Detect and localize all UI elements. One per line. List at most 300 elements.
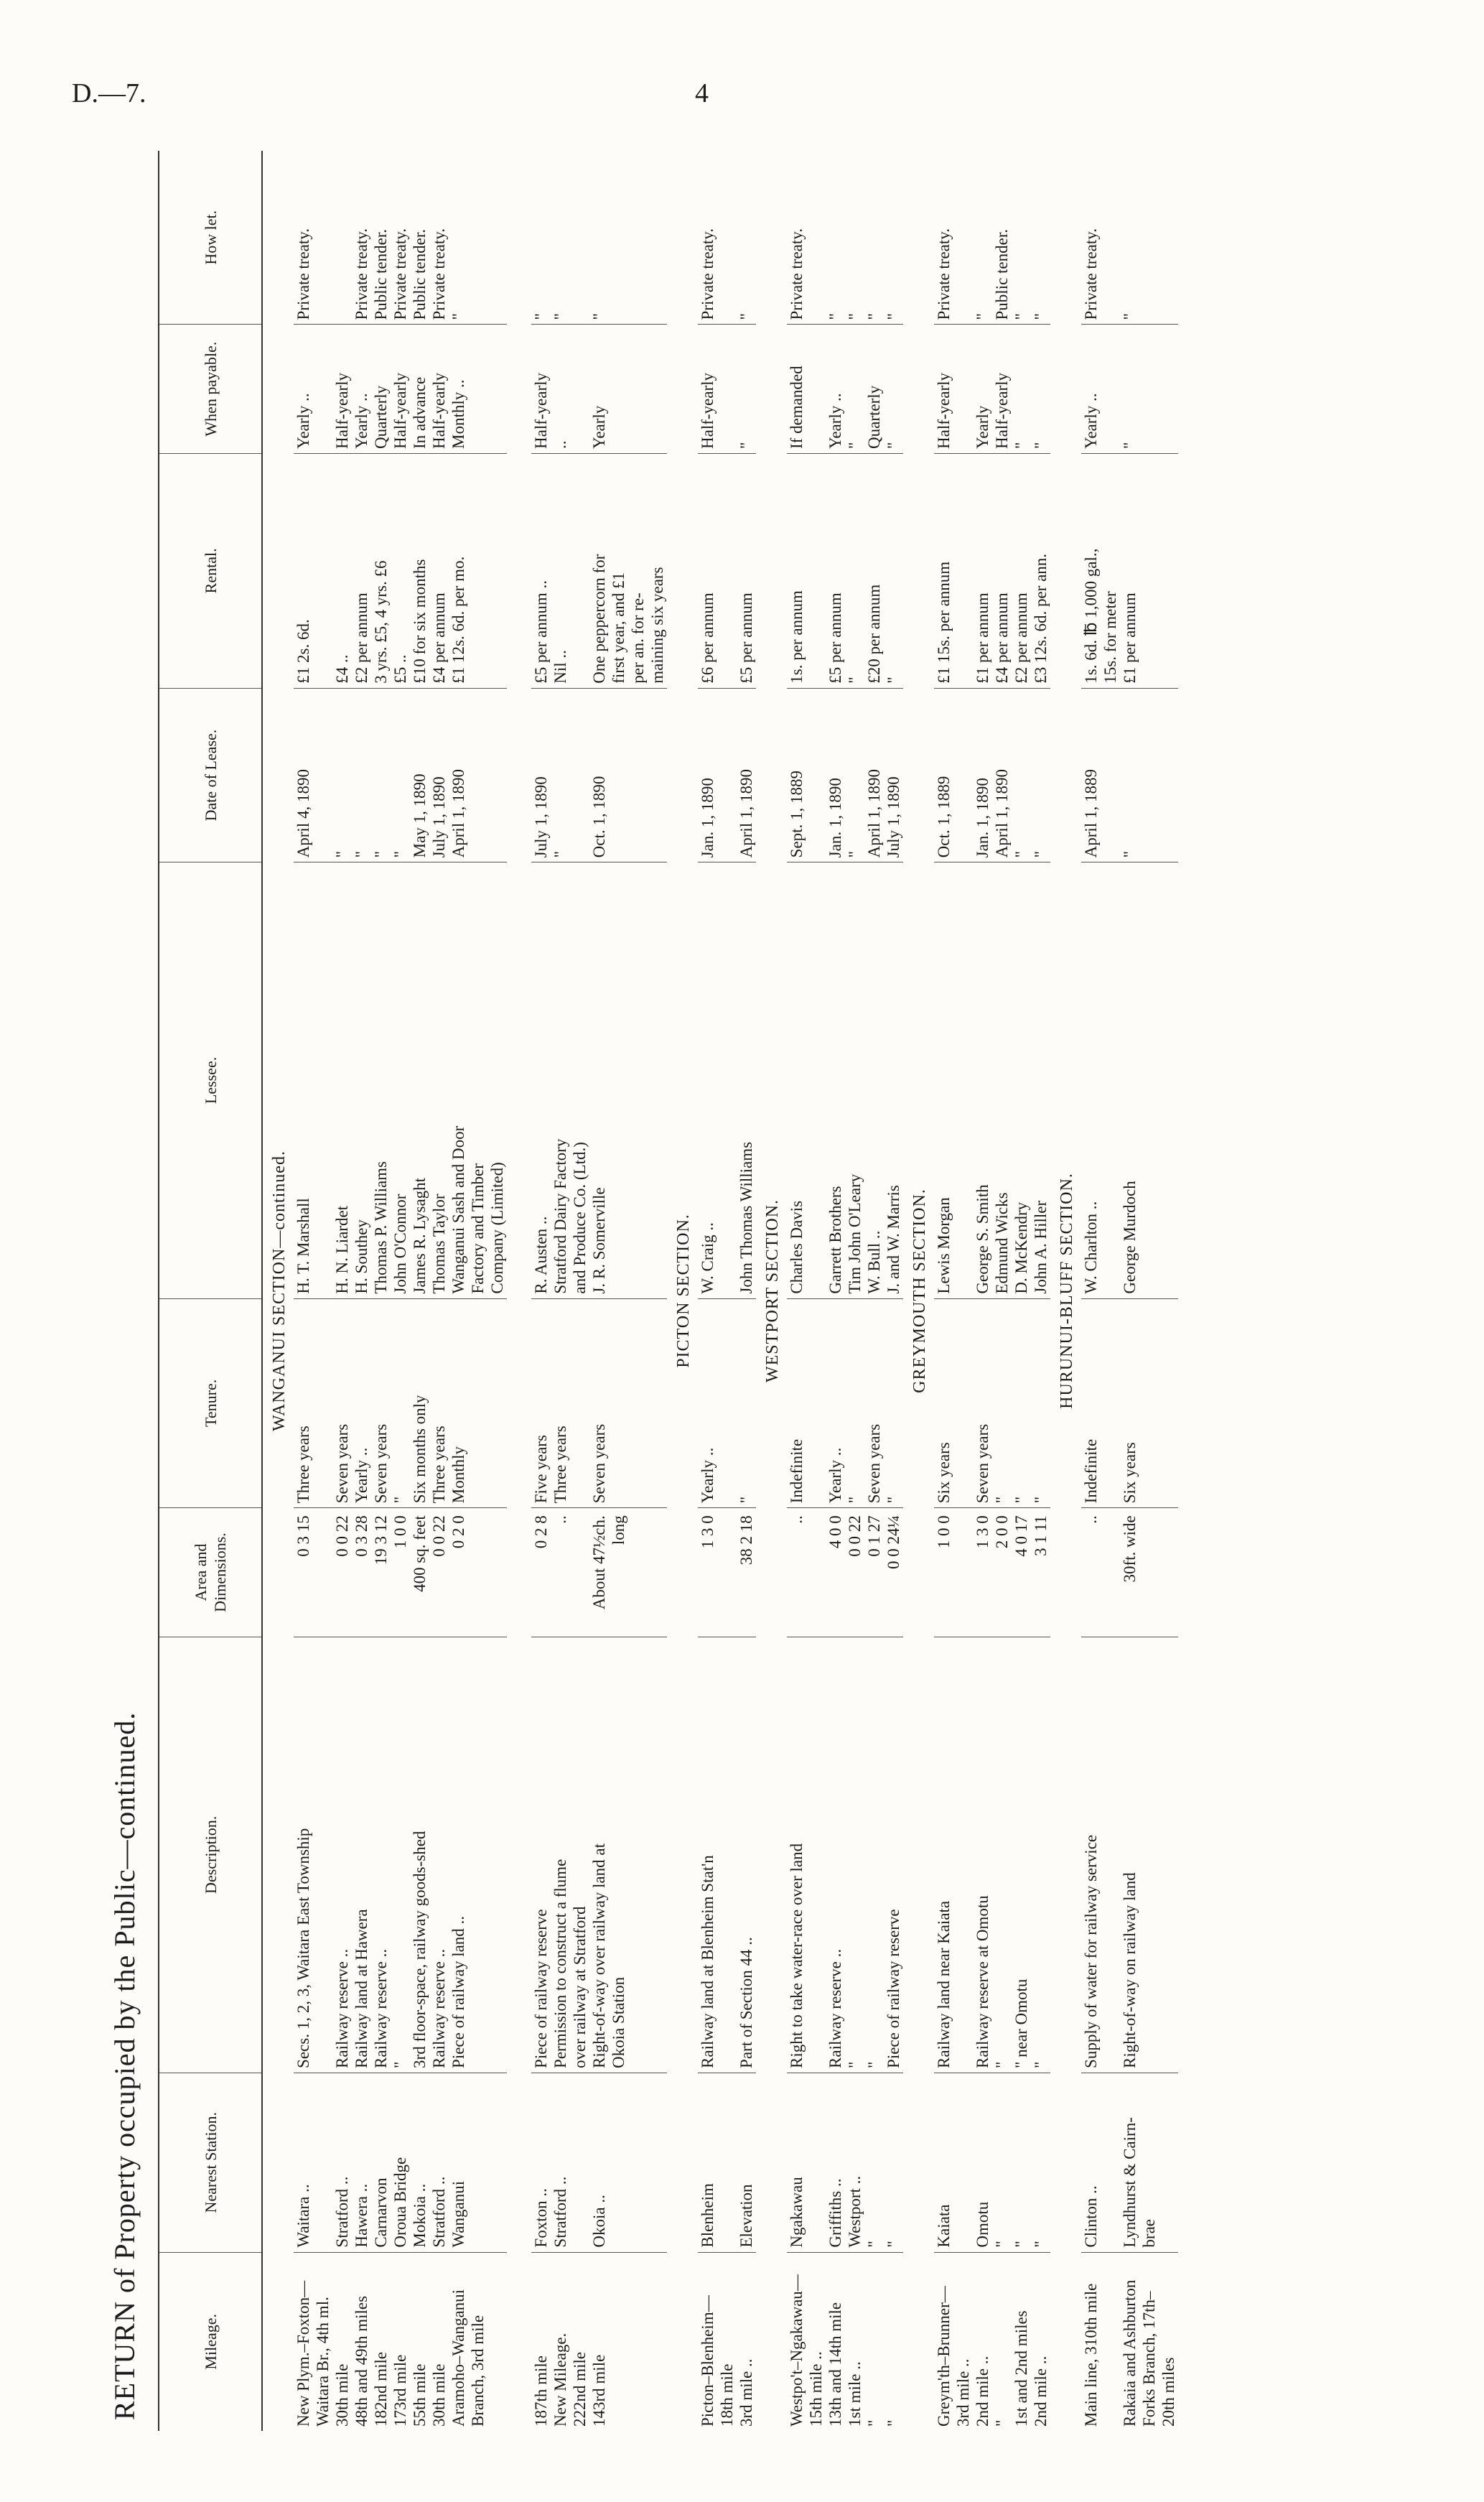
- cell-station: Clinton ..: [1081, 2073, 1120, 2252]
- table-row: [1012, 151, 1031, 2431]
- cell-tenure: Indefinite: [1081, 1298, 1120, 1508]
- cell-mileage: 2nd mile ..: [974, 2355, 991, 2427]
- cell-when: Quarterly: [371, 325, 391, 454]
- cell-station: Waitara ..: [294, 2073, 332, 2252]
- cell-rental: £1 2s. 6d.: [294, 453, 332, 688]
- cell-area: 0 3 15: [294, 1508, 332, 1637]
- cell-station: Lyndhurst & Cairn- brae: [1120, 2073, 1178, 2252]
- cell-area: 1 3 0: [973, 1508, 992, 1637]
- cell-tenure: Seven years: [371, 1298, 391, 1508]
- cell-description: Railway reserve ..: [371, 1637, 391, 2073]
- cell-lessee: Thomas Taylor: [429, 862, 449, 1298]
- cell-lessee: D. McKendry: [1012, 862, 1031, 1298]
- cell-date: May 1, 1890: [410, 688, 429, 862]
- col-rental: Rental.: [159, 453, 262, 688]
- table-row: [973, 151, 992, 2431]
- cell-mileage: Greym'th–Brunner— 3rd mile ..: [935, 2286, 972, 2427]
- cell-area: 38 2 18: [737, 1508, 756, 1637]
- cell-tenure: ": [1012, 1298, 1031, 1508]
- table-row: [934, 151, 973, 2431]
- table-row: [391, 151, 410, 2431]
- table-row: [429, 151, 449, 2431]
- col-description: Description.: [159, 1637, 262, 2073]
- cell-lessee: Garrett Brothers: [826, 862, 845, 1298]
- cell-rental: 1s. 6d. ℔ 1,000 gal., 15s. for meter: [1081, 453, 1120, 688]
- cell-when: Half-yearly: [391, 325, 410, 454]
- cell-lessee: Charles Davis: [787, 862, 826, 1298]
- table-row: [449, 151, 507, 2431]
- cell-tenure: ": [845, 1298, 864, 1508]
- cell-when: Monthly ..: [449, 325, 507, 454]
- cell-tenure: ": [1031, 1298, 1050, 1508]
- cell-area: 0 2 0: [449, 1508, 507, 1637]
- cell-tenure: ": [884, 1298, 903, 1508]
- table-row: [884, 151, 903, 2431]
- cell-date: Jan. 1, 1890: [826, 688, 845, 862]
- cell-how: Private treaty.: [294, 151, 332, 325]
- cell-when: Half-yearly: [992, 325, 1012, 454]
- cell-when: If demanded: [787, 325, 826, 454]
- cell-rental: £4 ..: [332, 453, 352, 688]
- cell-date: ": [845, 688, 864, 862]
- cell-tenure: Three years: [551, 1298, 589, 1508]
- cell-how: ": [449, 151, 507, 325]
- cell-how: ": [845, 151, 864, 325]
- table-row: [1120, 151, 1178, 2431]
- cell-how: Public tender.: [371, 151, 391, 325]
- cell-date: April 1, 1890: [737, 688, 756, 862]
- cell-when: ..: [551, 325, 589, 454]
- cell-description: Railway reserve ..: [826, 1637, 845, 2073]
- cell-rental: £5 per annum ..: [531, 453, 551, 688]
- rotated-table-wrapper: [158, 151, 1457, 2431]
- cell-rental: £1 per annum: [973, 453, 992, 688]
- cell-date: ": [551, 688, 589, 862]
- cell-area: 3 1 11: [1031, 1508, 1050, 1637]
- cell-lessee: Lewis Morgan: [934, 862, 973, 1298]
- cell-date: ": [371, 688, 391, 862]
- cell-rental: £2 per annum: [1012, 453, 1031, 688]
- cell-how: ": [1012, 151, 1031, 325]
- cell-rental: 3 yrs. £5, 4 yrs. £6: [371, 453, 391, 688]
- cell-tenure: Monthly: [449, 1298, 507, 1508]
- cell-description: 3rd floor-space, railway goods-shed: [410, 1637, 429, 2073]
- section-heading-row: [756, 151, 787, 2431]
- cell-how: Private treaty.: [698, 151, 737, 325]
- cell-date: ": [1120, 688, 1178, 862]
- cell-tenure: Six years: [1120, 1298, 1178, 1508]
- table-row: [1081, 151, 1120, 2431]
- cell-date: April 4, 1890: [294, 688, 332, 862]
- cell-rental: One peppercorn for first year, and £1 per an. for re- maining six years: [589, 453, 667, 688]
- cell-tenure: Yearly ..: [698, 1298, 737, 1508]
- cell-how: Private treaty.: [934, 151, 973, 325]
- cell-date: April 1, 1890: [449, 688, 507, 862]
- table-row: [737, 151, 756, 2431]
- cell-rental: £1 15s. per annum: [934, 453, 973, 688]
- document-code: D.—7.: [72, 78, 146, 108]
- cell-station: Stratford ..: [429, 2073, 449, 2252]
- cell-rental: £10 for six months: [410, 453, 429, 688]
- cell-tenure: Seven years: [589, 1298, 667, 1508]
- cell-date: Jan. 1, 1890: [698, 688, 737, 862]
- col-how-let: How let.: [159, 151, 262, 325]
- cell-lessee: J. and W. Marris: [884, 862, 903, 1298]
- cell-when: Yearly ..: [826, 325, 845, 454]
- cell-description: ": [845, 1637, 864, 2073]
- cell-how: ": [864, 151, 884, 325]
- cell-description: Right-of-way on railway land: [1120, 1637, 1178, 2073]
- cell-when: Half-yearly: [934, 325, 973, 454]
- section-heading: PICTON SECTION.: [674, 1214, 693, 1368]
- cell-rental: ": [845, 453, 864, 688]
- cell-how: ": [531, 151, 551, 325]
- cell-area: ..: [1081, 1508, 1120, 1637]
- cell-date: ": [1031, 688, 1050, 862]
- cell-rental: 1s. per annum: [787, 453, 826, 688]
- cell-station: Blenheim: [698, 2073, 737, 2252]
- cell-mileage: ": [885, 2419, 902, 2427]
- cell-when: Yearly: [973, 325, 992, 454]
- cell-date: July 1, 1890: [531, 688, 551, 862]
- cell-mileage: 48th and 49th miles: [353, 2295, 370, 2427]
- cell-mileage: 187th mile: [532, 2355, 550, 2427]
- cell-description: ": [864, 1637, 884, 2073]
- cell-description: Piece of railway land ..: [449, 1637, 507, 2073]
- cell-when: Yearly ..: [1081, 325, 1120, 454]
- cell-when: In advance: [410, 325, 429, 454]
- cell-date: Oct. 1, 1890: [589, 688, 667, 862]
- cell-area: 1 0 0: [934, 1508, 973, 1637]
- cell-description: Railway reserve ..: [332, 1637, 352, 2073]
- cell-date: April 1, 1890: [864, 688, 884, 862]
- table-row: [787, 151, 826, 2431]
- table-row: [1031, 151, 1050, 2431]
- cell-description: Railway reserve ..: [429, 1637, 449, 2073]
- cell-mileage: 30th mile: [430, 2363, 448, 2427]
- cell-lessee: J. R. Somerville: [589, 862, 667, 1298]
- cell-area: 400 sq. feet: [410, 1508, 429, 1637]
- section-heading-row: [262, 151, 294, 2431]
- page-number: 4: [695, 78, 709, 108]
- section-heading: GREYMOUTH SECTION.: [910, 1189, 929, 1393]
- cell-date: April 1, 1889: [1081, 688, 1120, 862]
- cell-mileage: ": [993, 2419, 1011, 2427]
- cell-tenure: Seven years: [973, 1298, 992, 1508]
- cell-date: ": [352, 688, 371, 862]
- cell-lessee: Stratford Dairy Factory and Produce Co. (Ltd.): [551, 862, 589, 1298]
- cell-how: Private treaty.: [429, 151, 449, 325]
- cell-station: Wanganui: [449, 2073, 507, 2252]
- col-date-of-lease: Date of Lease.: [159, 688, 262, 862]
- cell-when: ": [845, 325, 864, 454]
- cell-area: 0 0 22: [429, 1508, 449, 1637]
- cell-description: Permission to construct a flume over railway at Stratford: [551, 1637, 589, 2073]
- cell-station: Ngakawau: [787, 2073, 826, 2252]
- cell-rental: £1 per annum: [1120, 453, 1178, 688]
- cell-station: Okoia ..: [589, 2073, 667, 2252]
- table-row: [332, 151, 352, 2431]
- cell-tenure: Six months only: [410, 1298, 429, 1508]
- cell-area: 1 0 0: [391, 1508, 410, 1637]
- cell-area: ..: [551, 1508, 589, 1637]
- cell-station: ": [884, 2073, 903, 2252]
- cell-tenure: ": [737, 1298, 756, 1508]
- cell-how: [332, 151, 352, 325]
- cell-station: Stratford ..: [551, 2073, 589, 2252]
- cell-when: Yearly ..: [294, 325, 332, 454]
- cell-area: 4 0 0: [826, 1508, 845, 1637]
- col-nearest-station: Nearest Station.: [159, 2073, 262, 2252]
- table-body: [262, 151, 1178, 2431]
- cell-description: Piece of railway reserve: [531, 1637, 551, 2073]
- cell-station: ": [1031, 2073, 1050, 2252]
- cell-when: Half-yearly: [332, 325, 352, 454]
- property-return-table: [158, 151, 1178, 2431]
- cell-when: Yearly: [589, 325, 667, 454]
- cell-description: Supply of water for railway service: [1081, 1637, 1120, 2073]
- cell-rental: £6 per annum: [698, 453, 737, 688]
- cell-date: Sept. 1, 1889: [787, 688, 826, 862]
- col-mileage: Mileage.: [159, 2252, 262, 2431]
- section-heading-row: [903, 151, 934, 2431]
- cell-area: 4 0 17: [1012, 1508, 1031, 1637]
- cell-how: ": [973, 151, 992, 325]
- cell-when: Quarterly: [864, 325, 884, 454]
- cell-rental: £4 per annum: [992, 453, 1012, 688]
- cell-mileage: 55th mile: [411, 2363, 429, 2427]
- cell-tenure: ": [391, 1298, 410, 1508]
- cell-date: July 1, 1890: [884, 688, 903, 862]
- cell-tenure: Indefinite: [787, 1298, 826, 1508]
- cell-lessee: H. N. Liardet: [332, 862, 352, 1298]
- cell-rental: £5 per annum: [737, 453, 756, 688]
- cell-station: Stratford ..: [332, 2073, 352, 2252]
- cell-when: ": [1120, 325, 1178, 454]
- cell-station: Oroua Bridge: [391, 2073, 410, 2252]
- cell-how: Private treaty.: [352, 151, 371, 325]
- cell-station: Elevation: [737, 2073, 756, 2252]
- table-row: [410, 151, 429, 2431]
- cell-description: Part of Section 44 ..: [737, 1637, 756, 2073]
- cell-description: Railway land at Blenheim Stat'n: [698, 1637, 737, 2073]
- cell-station: Carnarvon: [371, 2073, 391, 2252]
- cell-tenure: Five years: [531, 1298, 551, 1508]
- cell-lessee: Edmund Wicks: [992, 862, 1012, 1298]
- cell-lessee: George Murdoch: [1120, 862, 1178, 1298]
- cell-tenure: Three years: [429, 1298, 449, 1508]
- spacer-row: [507, 151, 531, 2431]
- cell-description: Secs. 1, 2, 3, Waitara East Township: [294, 1637, 332, 2073]
- table-row: [845, 151, 864, 2431]
- cell-how: ": [589, 151, 667, 325]
- cell-date: ": [391, 688, 410, 862]
- cell-area: ..: [787, 1508, 826, 1637]
- cell-description: Railway land at Hawera: [352, 1637, 371, 2073]
- cell-when: ": [1012, 325, 1031, 454]
- cell-date: Oct. 1, 1889: [934, 688, 973, 862]
- cell-how: Private treaty.: [787, 151, 826, 325]
- cell-lessee: John O'Connor: [391, 862, 410, 1298]
- cell-tenure: Yearly ..: [352, 1298, 371, 1508]
- cell-when: ": [737, 325, 756, 454]
- cell-when: ": [1031, 325, 1050, 454]
- cell-tenure: ": [992, 1298, 1012, 1508]
- spacer-cell: [507, 151, 531, 2431]
- cell-description: Railway reserve at Omotu: [973, 1637, 992, 2073]
- cell-how: Public tender.: [410, 151, 429, 325]
- cell-lessee: Wanganui Sash and Door Factory and Timber Company (Limited): [449, 862, 507, 1298]
- cell-mileage: New Plym.–Foxton— Waitara Br., 4th ml.: [294, 2280, 332, 2427]
- cell-tenure: Seven years: [332, 1298, 352, 1508]
- table-row: [352, 151, 371, 2431]
- section-heading-row: [1050, 151, 1081, 2431]
- cell-rental: £1 12s. 6d. per mo.: [449, 453, 507, 688]
- col-area: Area and Dimensions.: [159, 1508, 262, 1637]
- cell-mileage: Aramoho–Wanganui Branch, 3rd mile: [449, 2289, 487, 2427]
- table-row: [371, 151, 391, 2431]
- table-row: [826, 151, 845, 2431]
- cell-rental: Nil ..: [551, 453, 589, 688]
- cell-lessee: Tim John O'Leary: [845, 862, 864, 1298]
- cell-mileage: 143rd mile: [590, 2354, 608, 2427]
- cell-station: Kaiata: [934, 2073, 973, 2252]
- cell-mileage: 1st and 2nd miles: [1012, 2310, 1030, 2427]
- col-lessee: Lessee.: [159, 862, 262, 1298]
- cell-lessee: Thomas P. Williams: [371, 862, 391, 1298]
- cell-area: 1 3 0: [698, 1508, 737, 1637]
- cell-mileage: 13th and 14th mile: [826, 2302, 844, 2427]
- cell-mileage: 2nd mile ..: [1032, 2355, 1050, 2427]
- cell-tenure: Six years: [934, 1298, 973, 1508]
- cell-mileage: Main line, 310th mile: [1082, 2283, 1100, 2427]
- cell-description: Piece of railway reserve: [884, 1637, 903, 2073]
- cell-lessee: W. Craig ..: [698, 862, 737, 1298]
- cell-mileage: 173rd mile: [391, 2354, 409, 2427]
- cell-station: Westport ..: [845, 2073, 864, 2252]
- cell-description: ": [391, 1637, 410, 2073]
- cell-lessee: H. T. Marshall: [294, 862, 332, 1298]
- cell-how: ": [1120, 151, 1178, 325]
- cell-tenure: Seven years: [864, 1298, 884, 1508]
- cell-lessee: W. Bull ..: [864, 862, 884, 1298]
- cell-how: ": [826, 151, 845, 325]
- cell-how: Private treaty.: [1081, 151, 1120, 325]
- cell-station: Mokoia ..: [410, 2073, 429, 2252]
- cell-how: ": [884, 151, 903, 325]
- page-title: RETURN of Property occupied by the Public—continued.: [108, 1711, 141, 2420]
- table-row: [531, 151, 551, 2431]
- cell-lessee: W. Charlton ..: [1081, 862, 1120, 1298]
- cell-date: July 1, 1890: [429, 688, 449, 862]
- cell-station: ": [1012, 2073, 1031, 2252]
- cell-how: ": [1031, 151, 1050, 325]
- cell-lessee: John A. Hiller: [1031, 862, 1050, 1298]
- cell-how: ": [551, 151, 589, 325]
- table-row: [864, 151, 884, 2431]
- cell-mileage: Picton–Blenheim— 18th mile: [699, 2295, 736, 2427]
- table-row: [589, 151, 667, 2431]
- cell-when: ": [884, 325, 903, 454]
- cell-area: 0 0 24¼: [884, 1508, 903, 1637]
- cell-when: Yearly ..: [352, 325, 371, 454]
- cell-lessee: R. Austen ..: [531, 862, 551, 1298]
- cell-description: " near Omotu: [1012, 1637, 1031, 2073]
- cell-station: Griffiths ..: [826, 2073, 845, 2252]
- cell-mileage: 1st mile ..: [846, 2361, 864, 2427]
- cell-mileage: 3rd mile ..: [737, 2358, 755, 2427]
- cell-area: About 47½ch. long: [589, 1508, 667, 1637]
- cell-mileage: Westpo't–Ngakawau— 15th mile ..: [788, 2274, 825, 2427]
- cell-description: ": [1031, 1637, 1050, 2073]
- cell-area: 2 0 0: [992, 1508, 1012, 1637]
- cell-mileage: New Mileage. 222nd mile: [551, 2333, 589, 2427]
- cell-how: Public tender.: [992, 151, 1012, 325]
- cell-when: Half-yearly: [429, 325, 449, 454]
- table-row: [294, 151, 332, 2431]
- cell-area: 30ft. wide: [1120, 1508, 1178, 1637]
- cell-area: 19 3 12: [371, 1508, 391, 1637]
- col-when-payable: When payable.: [159, 325, 262, 454]
- cell-mileage: 30th mile: [333, 2363, 351, 2427]
- cell-mileage: Rakaia and Ashburton Forks Branch, 17th– 20th miles: [1121, 2279, 1177, 2427]
- cell-rental: £5 ..: [391, 453, 410, 688]
- table-row: [698, 151, 737, 2431]
- section-heading: WANGANUI SECTION—continued.: [270, 1150, 289, 1431]
- cell-tenure: Three years: [294, 1298, 332, 1508]
- cell-rental: £5 per annum: [826, 453, 845, 688]
- header-row: [159, 151, 262, 2431]
- cell-area: 0 2 8: [531, 1508, 551, 1637]
- cell-station: ": [864, 2073, 884, 2252]
- section-heading: HURUNUI-BLUFF SECTION.: [1058, 1173, 1076, 1409]
- cell-how: Private treaty.: [391, 151, 410, 325]
- cell-when: Half-yearly: [698, 325, 737, 454]
- cell-rental: ": [884, 453, 903, 688]
- cell-station: Foxton ..: [531, 2073, 551, 2252]
- cell-station: Hawera ..: [352, 2073, 371, 2252]
- cell-rental: £4 per annum: [429, 453, 449, 688]
- cell-area: 0 1 27: [864, 1508, 884, 1637]
- cell-lessee: H. Southey: [352, 862, 371, 1298]
- cell-date: ": [1012, 688, 1031, 862]
- cell-mileage: ": [865, 2419, 883, 2427]
- section-heading: WESTPORT SECTION.: [763, 1199, 782, 1383]
- cell-description: ": [992, 1637, 1012, 2073]
- cell-lessee: John Thomas Williams: [737, 862, 756, 1298]
- cell-lessee: James R. Lysaght: [410, 862, 429, 1298]
- cell-date: ": [332, 688, 352, 862]
- table-row: [992, 151, 1012, 2431]
- cell-area: 0 3 28: [352, 1508, 371, 1637]
- table-row: [551, 151, 589, 2431]
- cell-when: Half-yearly: [531, 325, 551, 454]
- cell-rental: £2 per annum: [352, 453, 371, 688]
- section-heading-row: [667, 151, 698, 2431]
- col-tenure: Tenure.: [159, 1298, 262, 1508]
- cell-date: Jan. 1, 1890: [973, 688, 992, 862]
- cell-how: ": [737, 151, 756, 325]
- cell-area: 0 0 22: [332, 1508, 352, 1637]
- cell-description: Right-of-way over railway land at Okoia Station: [589, 1637, 667, 2073]
- cell-date: April 1, 1890: [992, 688, 1012, 862]
- cell-lessee: George S. Smith: [973, 862, 992, 1298]
- cell-description: Right to take water-race over land: [787, 1637, 826, 2073]
- cell-area: 0 0 22: [845, 1508, 864, 1637]
- cell-description: Railway land near Kaiata: [934, 1637, 973, 2073]
- cell-mileage: 182nd mile: [372, 2351, 390, 2427]
- cell-station: ": [992, 2073, 1012, 2252]
